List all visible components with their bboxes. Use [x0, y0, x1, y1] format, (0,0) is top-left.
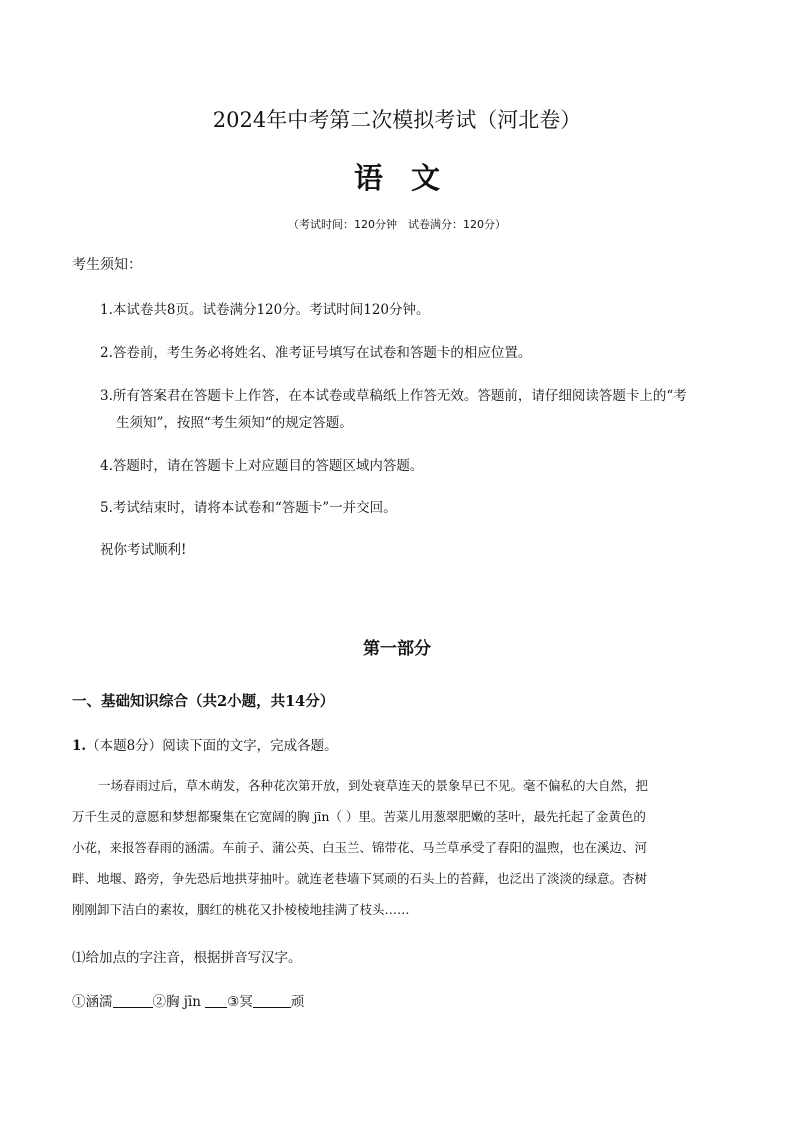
question-instruction: 阅读下面的文字，完成各题。 — [162, 738, 338, 754]
notice-rule-2: 2.答卷前，考生务必将姓名、准考证号填写在试卷和答题卡的相应位置。 — [100, 345, 532, 361]
notice-rule-3: 3.所有答案君在答题卡上作答，在本试卷或草稿纸上作答无效。答题前，请仔细阅读答题卡上的“考 — [100, 388, 687, 404]
answer-label-2: ②胸 jīn — [152, 994, 201, 1010]
answer-blank-3[interactable] — [253, 993, 291, 1008]
answer-label-1: ①涵濡 — [72, 994, 113, 1010]
answer-label-3: ③冥 — [227, 994, 253, 1010]
notice-rule-3-continued: 生须知”，按照“考生须知“的规定答题。 — [116, 415, 353, 431]
passage-line: 万千生灵的意愿和梦想都聚集在它宽阔的胸 jīn（ ）里。苦菜儿用葱翠肥嫩的茎叶，最先托起了金黄色的 — [72, 809, 646, 824]
passage-line: 一场春雨过后，草木萌发，各种花次第开放，到处衰草连天的景象早已不见。毫不偏私的大自然，把 — [98, 778, 649, 793]
passage-line: 小花，来报答春雨的涵濡。车前子、蒲公英、白玉兰、锦带花、马兰草承受了春阳的温煦，也在溪边、河 — [72, 840, 648, 855]
question-number: 1. — [72, 738, 87, 754]
sub-question-1: ⑴给加点的字注音，根据拼音写汉字。 — [72, 950, 302, 966]
notice-closing: 祝你考试顺利! — [100, 542, 187, 558]
part-title: 第一部分 — [363, 639, 431, 659]
passage-line: 畔、地堰、路旁，争先恐后地拱芽抽叶。就连老巷墙下冥顽的石头上的苔藓，也泛出了淡淡的绿意。杏树 — [72, 871, 648, 886]
notice-heading: 考生须知： — [72, 257, 142, 273]
reading-passage — [72, 770, 722, 925]
notice-rule-4: 4.答题时，请在答题卡上对应题目的答题区域内答题。 — [100, 458, 424, 474]
question-1-header — [72, 734, 338, 754]
subject-title: 语文 — [353, 161, 468, 195]
section-heading: 一、基础知识综合（共2小题，共14分） — [72, 693, 335, 710]
answer-blank-1[interactable] — [113, 993, 153, 1008]
answer-blank-2[interactable] — [205, 993, 227, 1008]
answer-label-4: 顽 — [290, 994, 305, 1010]
notice-rule-5: 5.考试结束时，请将本试卷和“答题卡”一并交回。 — [100, 500, 397, 516]
question-score: （本题8分） — [86, 738, 163, 754]
answer-line — [72, 990, 304, 1010]
exam-title: 2024年中考第二次模拟考试（河北卷） — [212, 108, 582, 132]
exam-meta: （考试时间：120分钟 试卷满分：120分） — [288, 218, 506, 231]
notice-rule-1: 1.本试卷共8页。试卷满分120分。考试时间120分钟。 — [100, 302, 430, 318]
passage-line: 刚刚卸下洁白的素妆，胭红的桃花又扑棱棱地挂满了枝头…… — [72, 902, 410, 917]
